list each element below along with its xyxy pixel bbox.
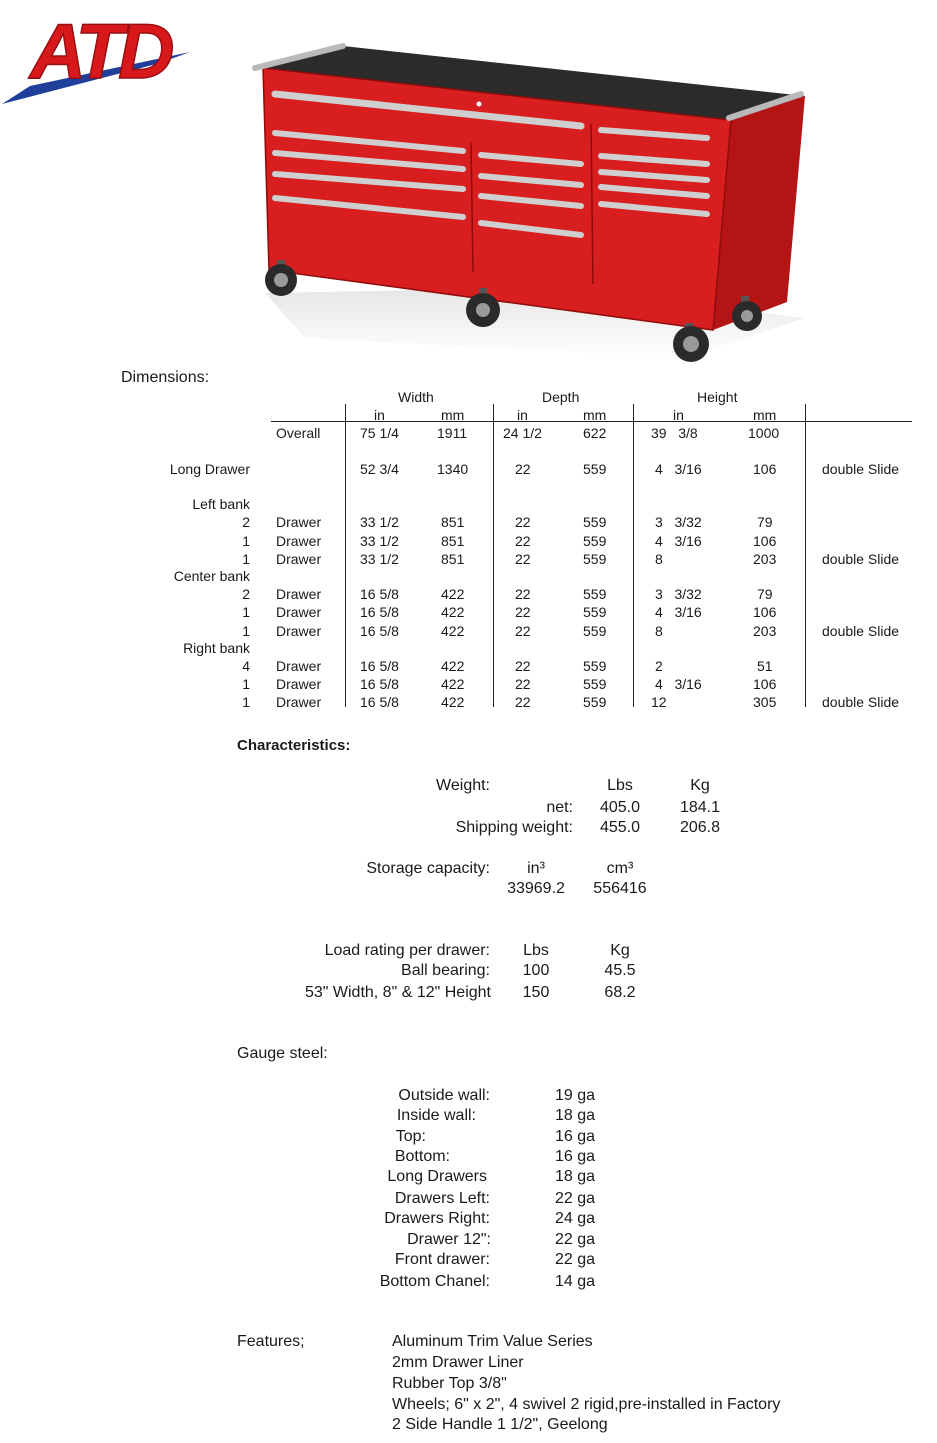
row-label: Long Drawer: [169, 461, 250, 477]
height-mm: 305: [753, 694, 777, 710]
depth-mm: 559: [583, 551, 607, 567]
logo-graphic: [0, 0, 195, 110]
width-header: Width: [398, 389, 434, 405]
width-in: 16 5/8: [360, 676, 399, 692]
large-drawer-label: 53" Width, 8" & 12" Height: [304, 984, 491, 1001]
gauge-label: Bottom:: [394, 1148, 450, 1165]
row-type: Drawer: [276, 533, 322, 549]
dimensions-title: Dimensions:: [121, 369, 210, 386]
row-qty: 1: [242, 623, 250, 639]
row-qty: 1: [242, 533, 250, 549]
depth-mm: 559: [583, 658, 607, 674]
width-in: 33 1/2: [360, 551, 399, 567]
unit-header: Lbs: [607, 777, 633, 794]
depth-mm: 559: [583, 461, 607, 477]
gauge-value: 19 ga: [555, 1087, 596, 1104]
depth-mm: 559: [583, 623, 607, 639]
logo-text: ATD: [30, 7, 170, 95]
bank-label: Right bank: [183, 640, 250, 656]
height-in: 39 3/8: [651, 425, 698, 441]
height-in: 8: [655, 623, 663, 639]
depth-mm: 559: [583, 604, 607, 620]
gauge-value: 18 ga: [555, 1107, 596, 1124]
height-mm: 79: [757, 514, 773, 530]
height-in: 4 3/16: [655, 533, 702, 549]
height-in: 3 3/32: [655, 514, 702, 530]
unit-header: mm: [583, 407, 607, 423]
shipping-weight-label: Shipping weight:: [455, 819, 573, 836]
width-in: 75 1/4: [360, 425, 399, 441]
width-mm: 851: [441, 533, 465, 549]
ball-bearing-lbs: 100: [522, 962, 550, 979]
gauge-label: Long Drawers: [387, 1168, 487, 1185]
height-in: 4 3/16: [655, 604, 702, 620]
gauge-value: 22 ga: [555, 1251, 596, 1268]
row-qty: 1: [242, 694, 250, 710]
unit-header: in: [673, 407, 684, 423]
ball-bearing-label: Ball bearing:: [401, 962, 490, 979]
gauge-value: 14 ga: [555, 1273, 596, 1290]
row-qty: 1: [242, 676, 250, 692]
gauge-label: Bottom Chanel:: [379, 1273, 490, 1290]
shipping-weight-kg: 206.8: [679, 819, 721, 836]
brand-logo: [0, 0, 195, 110]
height-in: 4 3/16: [655, 676, 702, 692]
gauge-value: 24 ga: [555, 1210, 596, 1227]
feature-item: 2 Side Handle 1 1/2", Geelong: [392, 1416, 608, 1433]
unit-header: Kg: [610, 942, 630, 959]
net-weight-lbs: 405.0: [599, 799, 641, 816]
depth-in: 22: [515, 514, 531, 530]
gauge-label: Outside wall:: [398, 1087, 490, 1104]
height-in: 4 3/16: [655, 461, 702, 477]
height-mm: 1000: [748, 425, 780, 441]
net-weight-kg: 184.1: [679, 799, 721, 816]
height-mm: 106: [753, 461, 777, 477]
unit-header: Kg: [690, 777, 710, 794]
shipping-weight-lbs: 455.0: [599, 819, 641, 836]
slide-note: double Slide: [822, 461, 900, 477]
unit-header: cm³: [606, 860, 634, 877]
ball-bearing-kg: 45.5: [604, 962, 636, 979]
slide-note: double Slide: [822, 551, 900, 567]
table-column-rule: [345, 404, 346, 707]
gauge-label: Inside wall:: [396, 1107, 476, 1124]
depth-mm: 559: [583, 514, 607, 530]
product-image: [245, 38, 815, 368]
depth-in: 22: [515, 658, 531, 674]
row-type: Drawer: [276, 623, 322, 639]
unit-header: in³: [527, 860, 545, 877]
height-mm: 106: [753, 676, 777, 692]
width-mm: 422: [441, 676, 465, 692]
row-type: Drawer: [276, 551, 322, 567]
characteristics-title: Characteristics:: [237, 737, 351, 754]
gauge-value: 22 ga: [555, 1190, 596, 1207]
feature-item: Aluminum Trim Value Series: [392, 1333, 593, 1350]
row-type: Drawer: [276, 514, 322, 530]
row-qty: 4: [242, 658, 250, 674]
row-qty: 1: [242, 551, 250, 567]
depth-header: Depth: [542, 389, 580, 405]
feature-item: Rubber Top 3/8": [392, 1375, 507, 1392]
depth-in: 22: [515, 533, 531, 549]
width-mm: 422: [441, 604, 465, 620]
large-drawer-lbs: 150: [522, 984, 550, 1001]
gauge-value: 16 ga: [555, 1148, 596, 1165]
gauge-label: Drawer 12":: [407, 1231, 491, 1248]
gauge-value: 22 ga: [555, 1231, 596, 1248]
table-column-rule: [633, 404, 634, 707]
width-in: 16 5/8: [360, 658, 399, 674]
width-mm: 422: [441, 658, 465, 674]
width-in: 16 5/8: [360, 623, 399, 639]
feature-item: 2mm Drawer Liner: [392, 1354, 524, 1371]
depth-mm: 559: [583, 533, 607, 549]
depth-mm: 622: [583, 425, 607, 441]
width-in: 52 3/4: [360, 461, 399, 477]
height-in: 8: [655, 551, 663, 567]
unit-header: Lbs: [523, 942, 549, 959]
gauge-label: Drawers Left:: [394, 1190, 490, 1207]
bank-label: Left bank: [192, 496, 250, 512]
width-mm: 422: [441, 694, 465, 710]
storage-cm3: 556416: [593, 880, 647, 897]
depth-mm: 559: [583, 694, 607, 710]
slide-note: double Slide: [822, 623, 900, 639]
depth-in: 24 1/2: [503, 425, 542, 441]
depth-mm: 559: [583, 676, 607, 692]
unit-header: mm: [753, 407, 777, 423]
width-mm: 1340: [437, 461, 469, 477]
gauge-label: Front drawer:: [394, 1251, 490, 1268]
row-type: Drawer: [276, 604, 322, 620]
row-type: Drawer: [276, 676, 322, 692]
row-label: Overall: [276, 425, 321, 441]
height-in: 2: [655, 658, 663, 674]
lock-icon: [477, 102, 482, 107]
unit-header: mm: [441, 407, 465, 423]
depth-in: 22: [515, 604, 531, 620]
gauge-label: Drawers Right:: [384, 1210, 490, 1227]
row-qty: 2: [242, 586, 250, 602]
width-mm: 422: [441, 586, 465, 602]
depth-in: 22: [515, 694, 531, 710]
width-in: 33 1/2: [360, 533, 399, 549]
gauge-title: Gauge steel:: [237, 1045, 328, 1062]
weight-label: Weight:: [436, 777, 490, 794]
depth-in: 22: [515, 676, 531, 692]
width-in: 33 1/2: [360, 514, 399, 530]
net-weight-label: net:: [546, 799, 573, 816]
height-mm: 106: [753, 533, 777, 549]
height-in: 12: [651, 694, 667, 710]
width-mm: 851: [441, 551, 465, 567]
table-column-rule: [805, 404, 806, 707]
slide-note: double Slide: [822, 694, 900, 710]
depth-mm: 559: [583, 586, 607, 602]
table-column-rule: [493, 404, 494, 707]
width-mm: 851: [441, 514, 465, 530]
row-qty: 1: [242, 604, 250, 620]
width-in: 16 5/8: [360, 586, 399, 602]
depth-in: 22: [515, 623, 531, 639]
tool-chest-illustration: [245, 38, 815, 368]
height-mm: 79: [757, 586, 773, 602]
features-title: Features;: [237, 1333, 305, 1350]
unit-header: in: [517, 407, 528, 423]
gauge-value: 18 ga: [555, 1168, 596, 1185]
height-header: Height: [697, 389, 738, 405]
gauge-value: 16 ga: [555, 1128, 596, 1145]
height-in: 3 3/32: [655, 586, 702, 602]
width-in: 16 5/8: [360, 604, 399, 620]
height-mm: 203: [753, 623, 777, 639]
row-type: Drawer: [276, 694, 322, 710]
height-mm: 106: [753, 604, 777, 620]
row-qty: 2: [242, 514, 250, 530]
large-drawer-kg: 68.2: [604, 984, 636, 1001]
width-in: 16 5/8: [360, 694, 399, 710]
width-mm: 422: [441, 623, 465, 639]
depth-in: 22: [515, 586, 531, 602]
gauge-label: Top:: [395, 1128, 426, 1145]
load-rating-label: Load rating per drawer:: [324, 942, 490, 959]
height-mm: 51: [757, 658, 773, 674]
storage-label: Storage capacity:: [366, 860, 490, 877]
depth-in: 22: [515, 461, 531, 477]
depth-in: 22: [515, 551, 531, 567]
row-type: Drawer: [276, 658, 322, 674]
storage-in3: 33969.2: [507, 880, 565, 897]
unit-header: in: [374, 407, 385, 423]
bank-label: Center bank: [173, 568, 250, 584]
width-mm: 1911: [437, 425, 468, 441]
row-type: Drawer: [276, 586, 322, 602]
height-mm: 203: [753, 551, 777, 567]
feature-item: Wheels; 6" x 2", 4 swivel 2 rigid,pre-installed in Factory: [392, 1396, 781, 1413]
